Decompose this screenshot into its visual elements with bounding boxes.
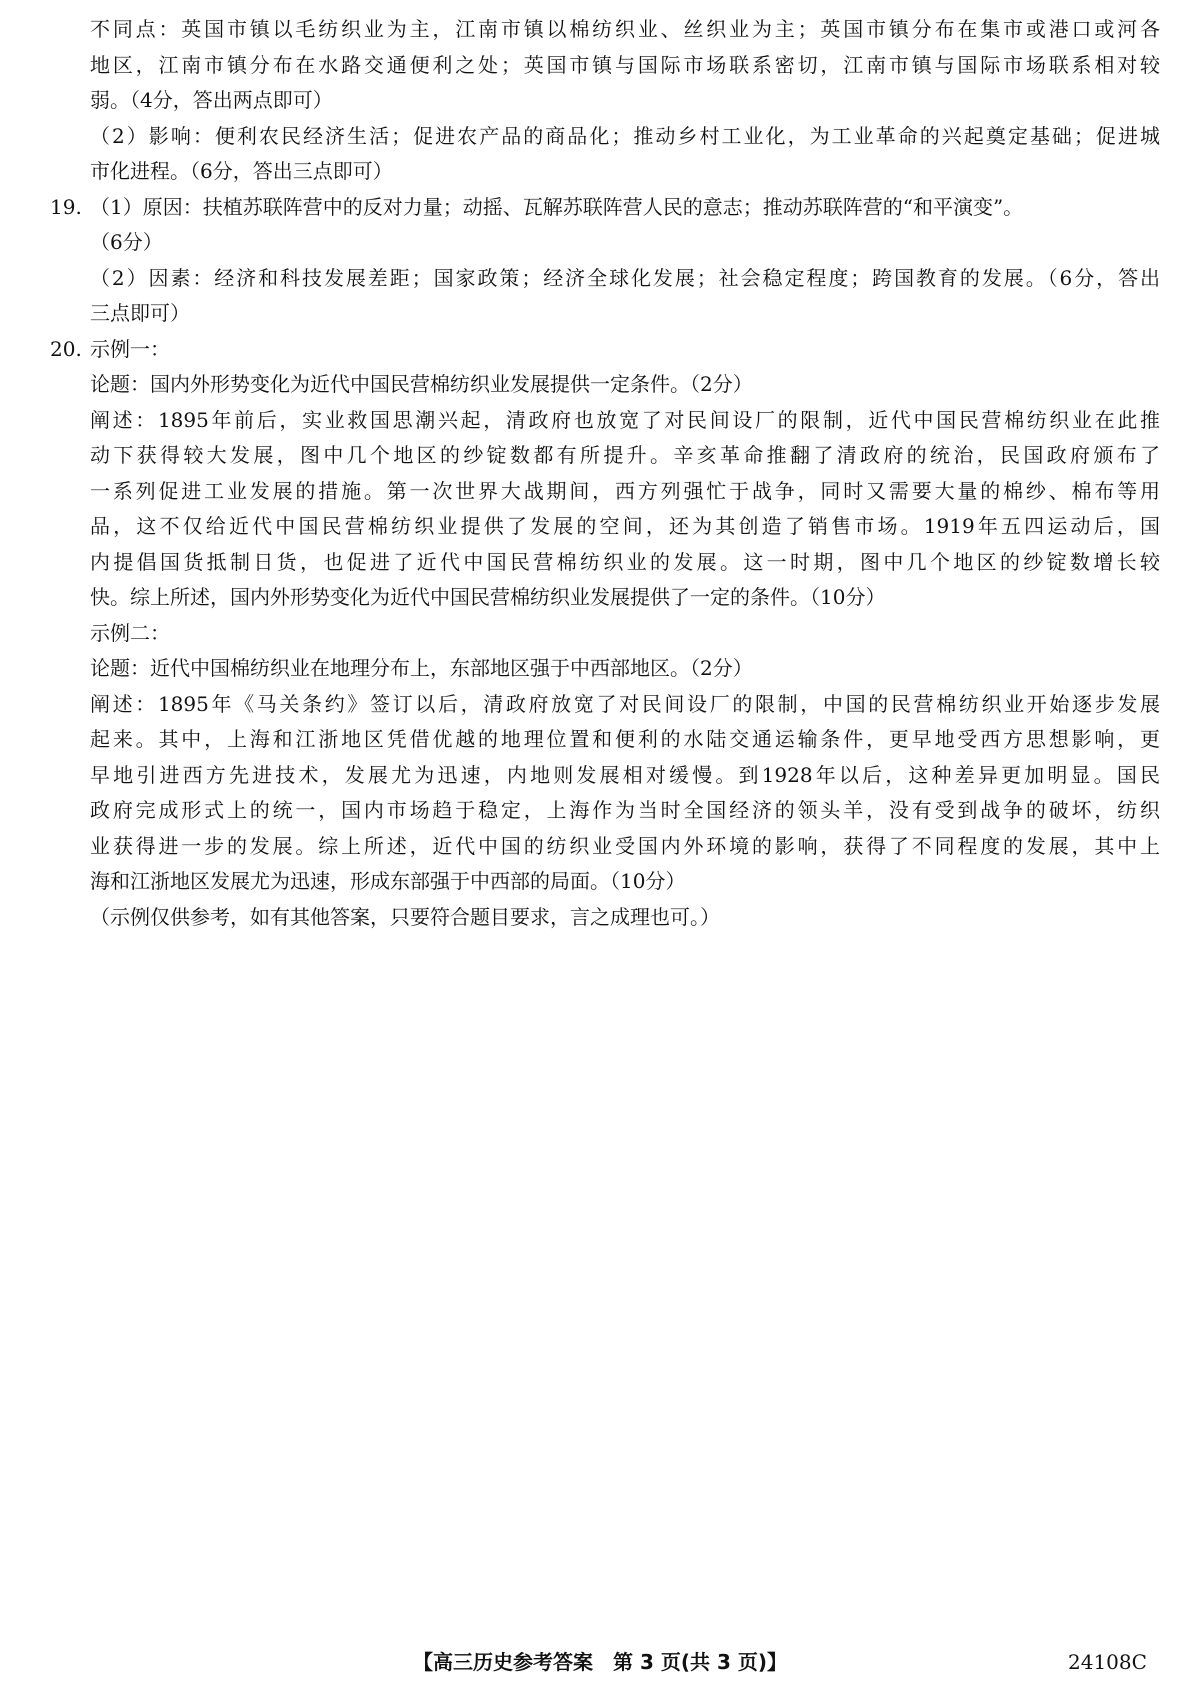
text-line: 论题：近代中国棉纺织业在地理分布上，东部地区强于中西部地区。（2分） [90,656,753,680]
question-19-line [50,190,1160,226]
text-line: 阐述：1895年前后，实业救国思潮兴起，清政府也放宽了对民间设厂的限制，近代中国民营棉纺织业在此推 [90,407,1160,432]
footer-code: 24108C [1068,1650,1147,1674]
answer-content [50,12,1160,935]
text-line: 海和江浙地区发展尤为迅速，形成东部强于中西部的局面。（10分） [90,869,686,893]
text-line: 早地引进西方先进技术，发展尤为迅速，内地则发展相对缓慢。到1928年以后，这种差异更加明显。国民 [90,762,1160,787]
footer-title: 【高三历史参考答案 第 3 页(共 3 页)】 [413,1650,787,1674]
text-line: 起来。其中，上海和江浙地区凭借优越的地理位置和便利的水陆交通运输条件，更早地受西方思想影响，更 [90,727,1160,751]
question-20-line [50,332,1160,368]
text-line: 内提倡国货抵制日货，也促进了近代中国民营棉纺织业的发展。这一时期，图中几个地区的纱锭数增长较 [90,549,1160,574]
text-line: 动下获得较大发展，图中几个地区的纱锭数都有所提升。辛亥革命推翻了清政府的统治，民国政府颁布了 [90,443,1160,467]
text-line: 三点即可） [90,301,190,325]
question-number: 20. [50,336,82,361]
text-line: （2）因素：经济和科技发展差距；国家政策；经济全球化发展；社会稳定程度；跨国教育的发展。（6分，答出 [90,265,1160,290]
text-line: 不同点：英国市镇以毛纺织业为主，江南市镇以棉纺织业、丝织业为主；英国市镇分布在集市或港口或河各 [90,17,1160,41]
text-line: 论题：国内外形势变化为近代中国民营棉纺织业发展提供一定条件。（2分） [90,372,753,396]
text-line: 市化进程。（6分，答出三点即可） [90,159,393,183]
text-line: 弱。（4分，答出两点即可） [90,88,333,112]
text-line: 地区，江南市镇分布在水路交通便利之处；英国市镇与国际市场联系密切，江南市镇与国际市场联系相对较 [90,52,1160,77]
text-line: 政府完成形式上的统一，国内市场趋于稳定，上海作为当时全国经济的领头羊，没有受到战争的破坏，纺织 [90,798,1160,822]
text-line: 一系列促进工业发展的措施。第一次世界大战期间，西方列强忙于战争，同时又需要大量的棉纱、棉布等用 [90,478,1160,503]
text-line: （示例仅供参考，如有其他答案，只要符合题目要求，言之成理也可。） [90,904,720,929]
text-line: （6分） [90,230,163,254]
text-line: 示例一： [90,336,170,361]
text-line: 阐述：1895年《马关条约》签订以后，清政府放宽了对民间设厂的限制，中国的民营棉纺织业开始逐步发展 [90,691,1160,716]
text-line: 示例二： [90,620,170,645]
text-line: 品，这不仅给近代中国民营棉纺织业提供了发展的空间，还为其创造了销售市场。1919年五四运动后，国 [90,514,1160,538]
text-line: （1）原因：扶植苏联阵营中的反对力量；动摇、瓦解苏联阵营人民的意志；推动苏联阵营的“和平演变”。 [90,194,1024,219]
text-line: 快。综上所述，国内外形势变化为近代中国民营棉纺织业发展提供了一定的条件。（10分） [90,585,886,609]
text-line: 业获得进一步的发展。综上所述，近代中国的纺织业受国内外环境的影响，获得了不同程度的发展，其中上 [90,833,1160,858]
text-line: （2）影响：便利农民经济生活；促进农产品的商品化；推动乡村工业化，为工业革命的兴起奠定基础；促进城 [90,123,1160,148]
question-number: 19. [50,194,82,219]
